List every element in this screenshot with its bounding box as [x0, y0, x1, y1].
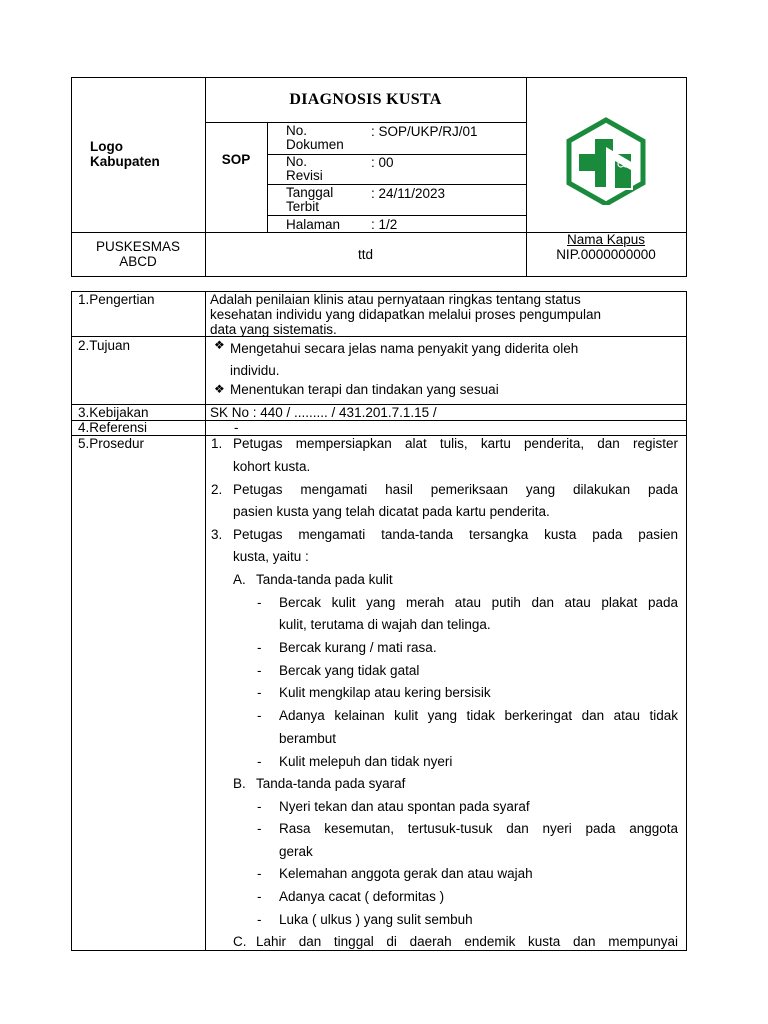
referensi-label: 4.Referensi [78, 420, 148, 435]
dash: - [257, 821, 262, 836]
list-item: Bercak yang tidak gatal [279, 663, 420, 678]
field-tanggal-terbit-label: Tanggal Terbit [286, 185, 334, 214]
list-item: Kulit melepuh dan tidak nyeri [279, 754, 453, 769]
step-1-line-1: Petugas mempersiapkan alat tulis, kartu penderita, dan register [233, 436, 678, 451]
tujuan-item: Mengetahui secara jelas nama penyakit yang diderita oleh individu. [230, 341, 579, 378]
list-item: Bercak kurang / mati rasa. [279, 640, 437, 655]
step-2-line-2: pasien kusta yang telah dicatat pada kartu penderita. [233, 504, 550, 519]
step-number: 2. [211, 482, 223, 497]
prosedur-label: 5.Prosedur [78, 436, 145, 451]
bullet-icon: ❖ [214, 338, 225, 352]
ttd-label: ttd [357, 247, 373, 262]
list-item: Bercak kulit yang merah atau putih dan atau plakat pada [279, 595, 678, 610]
pengertian-label: 1.Pengertian [78, 292, 155, 307]
field-no-dokumen-label: No. Dokumen [286, 123, 344, 152]
tujuan-label: 2.Tujuan [78, 338, 131, 353]
list-item: gerak [279, 844, 313, 859]
list-item: berambut [279, 731, 337, 746]
list-item: kulit, terutama di wajah dan telinga. [279, 617, 491, 632]
dash: - [257, 640, 262, 655]
step-number: 3. [211, 527, 223, 542]
section-letter: A. [233, 572, 246, 587]
section-letter: C. [233, 934, 247, 949]
tujuan-item: Menentukan terapi dan tindakan yang sesuai [230, 382, 499, 397]
field-no-revisi-value: : 00 [371, 155, 394, 170]
bullet-icon: ❖ [214, 382, 225, 396]
kebijakan-label: 3.Kebijakan [78, 405, 149, 420]
dash: - [257, 708, 262, 723]
step-1-line-2: kohort kusta. [233, 459, 311, 474]
field-no-revisi-label: No. Revisi [286, 154, 323, 183]
section-a-title: Tanda-tanda pada kulit [256, 572, 393, 587]
list-item: Adanya kelainan kulit yang tidak berkeringat dan atau tidak [279, 708, 678, 723]
field-tanggal-terbit-value: : 24/11/2023 [371, 186, 446, 201]
sop-label: SOP [221, 152, 251, 167]
list-item: Nyeri tekan dan atau spontan pada syaraf [279, 799, 530, 814]
dash: - [257, 685, 262, 700]
dash: - [257, 754, 262, 769]
field-halaman-value: : 1/2 [371, 217, 398, 232]
step-3-line-1: Petugas mengamati tanda-tanda tersangka kusta pada pasien [233, 527, 678, 542]
step-2-line-1: Petugas mengamati hasil pemeriksaan yang dilakukan pada [233, 482, 678, 497]
list-item: Adanya cacat ( deformitas ) [279, 889, 445, 904]
puskesmas-name: PUSKESMAS ABCD [95, 239, 181, 269]
list-item: Kulit mengkilap atau kering bersisik [279, 685, 491, 700]
section-letter: B. [233, 776, 246, 791]
kebijakan-text: SK No : 440 / ......... / 431.201.7.1.15 / [210, 405, 437, 420]
puskesmas-logo-icon [565, 117, 647, 205]
list-item: Rasa kesemutan, tertusuk-tusuk dan nyeri pada anggota [279, 821, 678, 836]
field-no-dokumen-value: : SOP/UKP/RJ/01 [371, 124, 478, 139]
dash: - [257, 595, 262, 610]
kapus-signature: Nama Kapus NIP.0000000000 [556, 232, 656, 262]
list-item: Luka ( ulkus ) yang sulit sembuh [279, 912, 473, 927]
logo-kabupaten-label: Logo Kabupaten [90, 139, 160, 169]
section-b-title: Tanda-tanda pada syaraf [256, 776, 406, 791]
step-3-line-2: kusta, yaitu : [233, 549, 309, 564]
dash: - [257, 889, 262, 904]
dash: - [257, 912, 262, 927]
referensi-text: - [234, 420, 239, 435]
list-item: Kelemahan anggota gerak dan atau wajah [279, 866, 533, 881]
field-halaman-label: Halaman [286, 217, 341, 232]
document-title: DIAGNOSIS KUSTA [289, 91, 442, 108]
pengertian-text: Adalah penilaian klinis atau pernyataan ringkas tentang status kesehatan individu yang didapatkan melalui proses pengumpulan data yang sistematis. [210, 292, 602, 337]
dash: - [257, 799, 262, 814]
dash: - [257, 866, 262, 881]
section-c-title: Lahir dan tinggal di daerah endemik kusta dan mempunyai [256, 934, 678, 949]
step-number: 1. [211, 436, 223, 451]
dash: - [257, 663, 262, 678]
